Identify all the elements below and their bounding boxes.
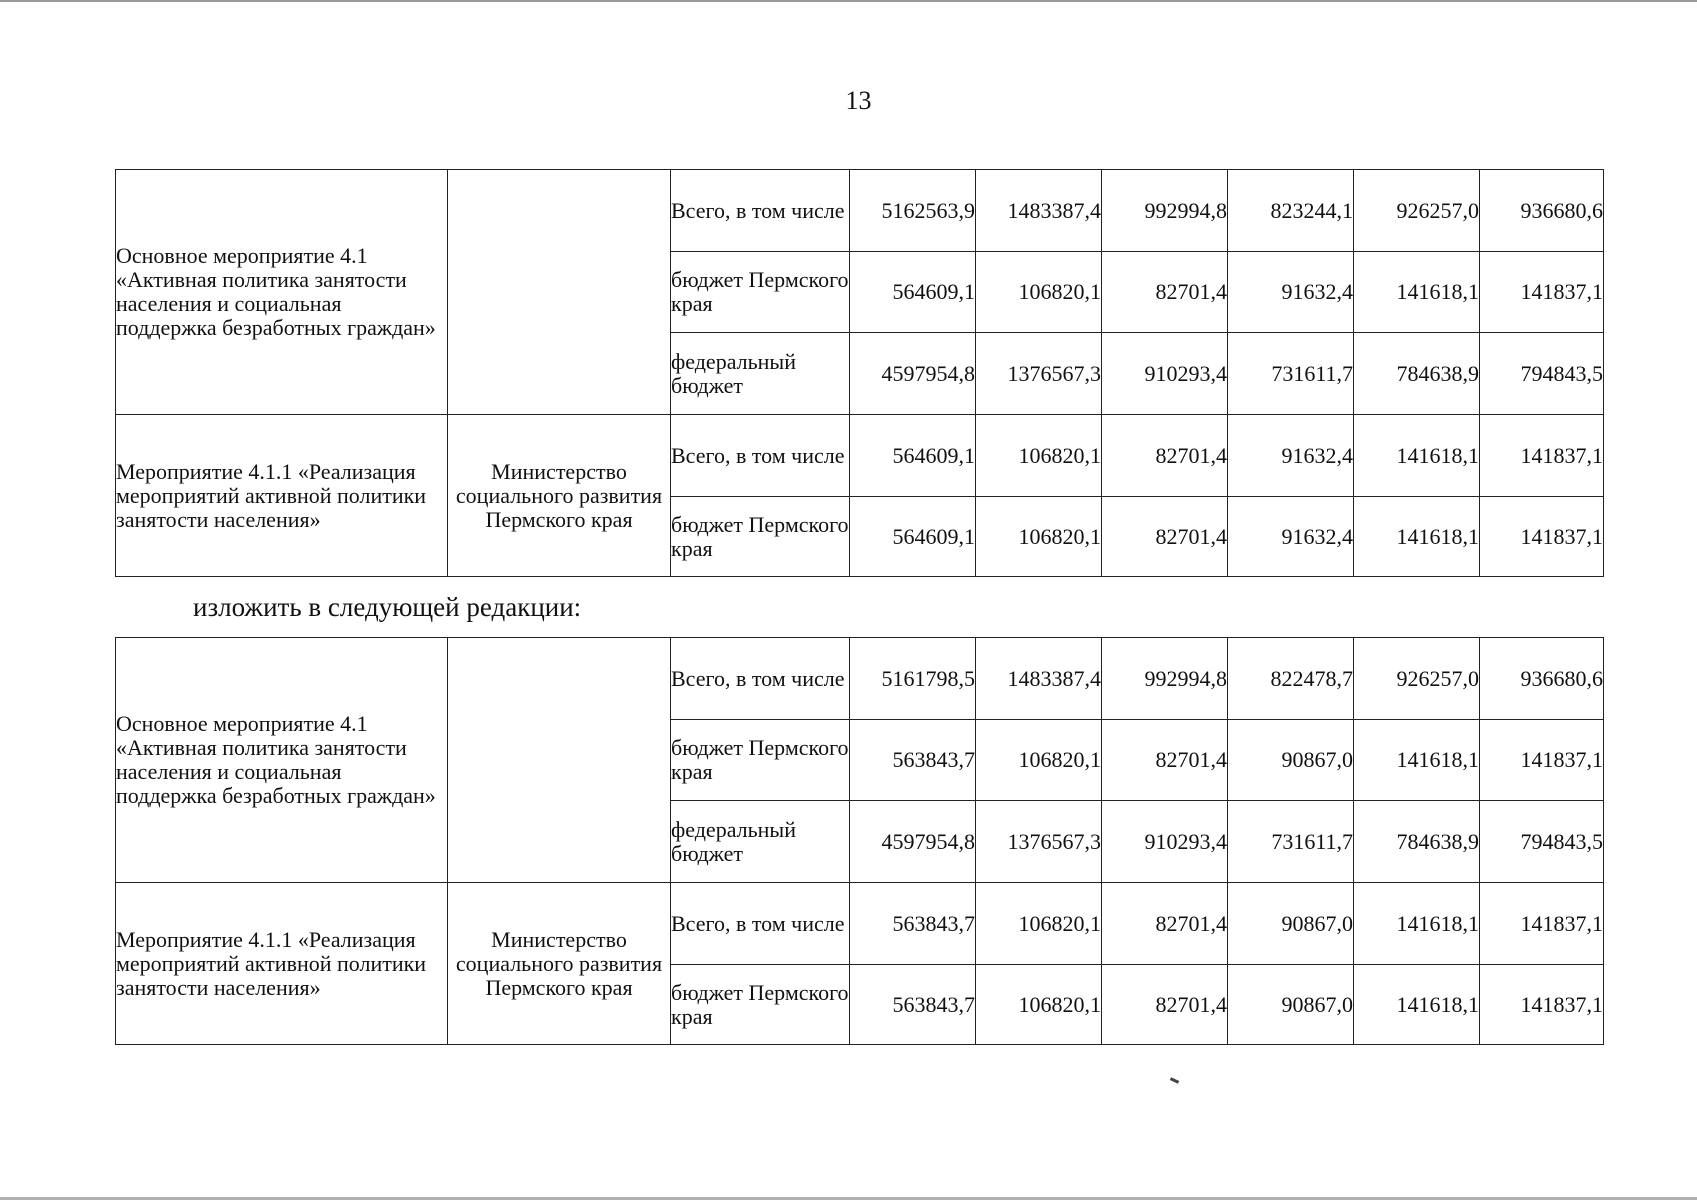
main-activity-name: Основное мероприятие 4.1 «Активная политика занятости населения и социальная поддержка безработных граждан» — [116, 638, 448, 883]
amount-cell: 82701,4 — [1102, 883, 1228, 965]
amount-cell: 141837,1 — [1480, 252, 1604, 333]
amount-cell: 82701,4 — [1102, 415, 1228, 497]
amount-cell: 91632,4 — [1228, 497, 1354, 577]
amount-cell: 5162563,9 — [850, 170, 976, 252]
amount-cell: 106820,1 — [976, 965, 1102, 1045]
table-row — [116, 883, 1604, 965]
amount-cell: 936680,6 — [1480, 170, 1604, 252]
amount-cell: 106820,1 — [976, 720, 1102, 801]
amount-cell: 784638,9 — [1354, 801, 1480, 883]
amount-cell: 910293,4 — [1102, 801, 1228, 883]
amount-cell: 910293,4 — [1102, 333, 1228, 415]
sub-activity-name: Мероприятие 4.1.1 «Реализация мероприятий активной политики занятости населения» — [116, 415, 448, 577]
amount-cell: 563843,7 — [850, 883, 976, 965]
budget-table-revised — [115, 637, 1604, 1045]
amount-cell: 4597954,8 — [850, 801, 976, 883]
amount-cell: 784638,9 — [1354, 333, 1480, 415]
amount-cell: 91632,4 — [1228, 415, 1354, 497]
amendment-intro-text: изложить в следующей редакции: — [193, 592, 582, 622]
scan-speck — [1170, 1077, 1179, 1084]
funding-source: федеральный бюджет — [671, 333, 850, 415]
amount-cell: 141618,1 — [1354, 415, 1480, 497]
main-activity-executor — [448, 638, 671, 883]
amount-cell: 106820,1 — [976, 415, 1102, 497]
amount-cell: 106820,1 — [976, 497, 1102, 577]
amount-cell: 106820,1 — [976, 252, 1102, 333]
amount-cell: 106820,1 — [976, 883, 1102, 965]
amount-cell: 141837,1 — [1480, 965, 1604, 1045]
funding-source: бюджет Пермского края — [671, 965, 850, 1045]
amount-cell: 4597954,8 — [850, 333, 976, 415]
amount-cell: 141837,1 — [1480, 720, 1604, 801]
amount-cell: 926257,0 — [1354, 170, 1480, 252]
amount-cell: 794843,5 — [1480, 801, 1604, 883]
amount-cell: 141618,1 — [1354, 720, 1480, 801]
table-row — [116, 415, 1604, 497]
amount-cell: 822478,7 — [1228, 638, 1354, 720]
amount-cell: 1376567,3 — [976, 801, 1102, 883]
funding-source: бюджет Пермского края — [671, 497, 850, 577]
amount-cell: 564609,1 — [850, 252, 976, 333]
sub-activity-executor: Министерство социального развития Пермского края — [448, 883, 671, 1045]
amount-cell: 141837,1 — [1480, 883, 1604, 965]
amount-cell: 1483387,4 — [976, 170, 1102, 252]
main-activity-name: Основное мероприятие 4.1 «Активная политика занятости населения и социальная поддержка безработных граждан» — [116, 170, 448, 415]
amount-cell: 141837,1 — [1480, 415, 1604, 497]
amount-cell: 141618,1 — [1354, 883, 1480, 965]
amount-cell: 563843,7 — [850, 965, 976, 1045]
amount-cell: 5161798,5 — [850, 638, 976, 720]
funding-source: Всего, в том числе — [671, 170, 850, 252]
amount-cell: 1483387,4 — [976, 638, 1102, 720]
sub-activity-name: Мероприятие 4.1.1 «Реализация мероприятий активной политики занятости населения» — [116, 883, 448, 1045]
amount-cell: 141837,1 — [1480, 497, 1604, 577]
funding-source: бюджет Пермского края — [671, 252, 850, 333]
scan-top-edge — [0, 0, 1697, 2]
amount-cell: 82701,4 — [1102, 965, 1228, 1045]
amount-cell: 794843,5 — [1480, 333, 1604, 415]
amount-cell: 564609,1 — [850, 415, 976, 497]
amount-cell: 141618,1 — [1354, 497, 1480, 577]
amount-cell: 141618,1 — [1354, 965, 1480, 1045]
amount-cell: 936680,6 — [1480, 638, 1604, 720]
page-number: 13 — [845, 86, 872, 115]
amount-cell: 731611,7 — [1228, 801, 1354, 883]
funding-source: Всего, в том числе — [671, 415, 850, 497]
amount-cell: 141618,1 — [1354, 252, 1480, 333]
amount-cell: 1376567,3 — [976, 333, 1102, 415]
amount-cell: 563843,7 — [850, 720, 976, 801]
sub-activity-executor: Министерство социального развития Пермского края — [448, 415, 671, 577]
amount-cell: 90867,0 — [1228, 965, 1354, 1045]
funding-source: бюджет Пермского края — [671, 720, 850, 801]
funding-source: федеральный бюджет — [671, 801, 850, 883]
amount-cell: 90867,0 — [1228, 720, 1354, 801]
amount-cell: 90867,0 — [1228, 883, 1354, 965]
amount-cell: 992994,8 — [1102, 170, 1228, 252]
amount-cell: 992994,8 — [1102, 638, 1228, 720]
funding-source: Всего, в том числе — [671, 638, 850, 720]
table-row — [116, 170, 1604, 252]
funding-source: Всего, в том числе — [671, 883, 850, 965]
amount-cell: 731611,7 — [1228, 333, 1354, 415]
budget-table-current — [115, 169, 1604, 577]
amount-cell: 82701,4 — [1102, 720, 1228, 801]
amount-cell: 926257,0 — [1354, 638, 1480, 720]
amount-cell: 82701,4 — [1102, 497, 1228, 577]
amount-cell: 82701,4 — [1102, 252, 1228, 333]
table-row — [116, 638, 1604, 720]
amount-cell: 91632,4 — [1228, 252, 1354, 333]
main-activity-executor — [448, 170, 671, 415]
amount-cell: 564609,1 — [850, 497, 976, 577]
amount-cell: 823244,1 — [1228, 170, 1354, 252]
